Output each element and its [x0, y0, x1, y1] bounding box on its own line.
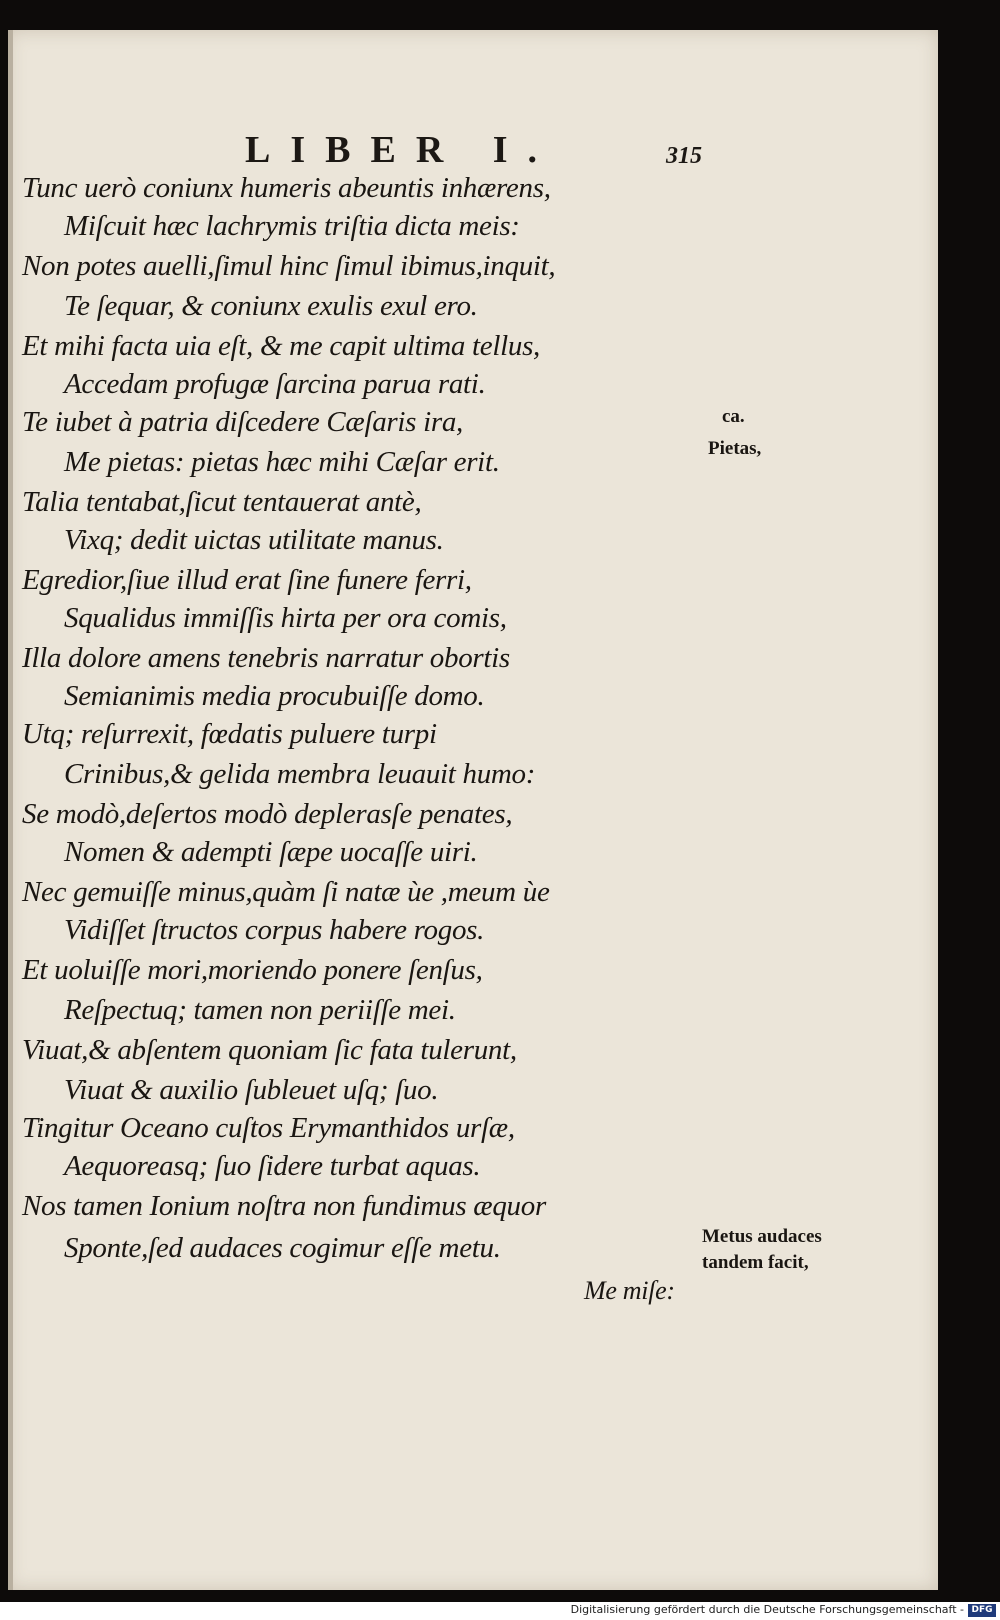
verse-line: Nos tamen Ionium noſtra non fundimus æquor: [22, 1190, 546, 1222]
verse-line: Squalidus immiſſis hirta per ora comis,: [64, 602, 507, 634]
verse-line: Semianimis media procubuiſſe domo.: [64, 680, 485, 712]
footer-credit: Digitalisierung gefördert durch die Deutsche Forschungsgemeinschaft -: [570, 1603, 964, 1616]
verse-line: Talia tentabat,ſicut tentauerat antè,: [22, 486, 422, 518]
verse-line: Nomen & adempti ſæpe uocaſſe uiri.: [64, 836, 478, 868]
verse-line: Te ſequar, & coniunx exulis exul ero.: [64, 290, 478, 322]
verse-line: Egredior,ſiue illud erat ſine funere ferri,: [22, 564, 472, 596]
verse-line: Et uoluiſſe mori,moriendo ponere ſenſus,: [22, 954, 483, 986]
verse-line: Accedam profugæ ſarcina parua rati.: [64, 368, 486, 400]
verse-line: Te iubet à patria diſcedere Cæſaris ira,: [22, 406, 463, 438]
verse-line: Tunc uerò coniunx humeris abeuntis inhærens,: [22, 172, 551, 204]
verse-line: Utq; reſurrexit, fœdatis puluere turpi: [22, 718, 437, 750]
footer-bar: [0, 1602, 1000, 1620]
verse-line: Illa dolore amens tenebris narratur obortis: [22, 642, 510, 674]
verse-line: Nec gemuiſſe minus,quàm ſi natæ ùe ,meum ùe: [22, 876, 550, 908]
verse-line: Miſcuit hæc lachrymis triſtia dicta meis:: [64, 210, 520, 242]
margin-note: Pietas,: [708, 438, 762, 459]
margin-note: tandem facit,: [702, 1252, 809, 1273]
verse-line: Me pietas: pietas hæc mihi Cæſar erit.: [64, 446, 500, 478]
verse-line: Viuat & auxilio ſubleuet uſq; ſuo.: [64, 1074, 439, 1106]
verse-line: Crinibus,& gelida membra leuauit humo:: [64, 758, 536, 790]
margin-note: Metus audaces: [702, 1226, 822, 1247]
page-binding-edge: [8, 30, 13, 1590]
page-number: 315: [666, 143, 702, 169]
verse-line: Vixq; dedit uictas utilitate manus.: [64, 524, 444, 556]
verse-line: Tingitur Oceano cuſtos Erymanthidos urſæ,: [22, 1112, 515, 1144]
verse-line: Non potes auelli,ſimul hinc ſimul ibimus,inquit,: [22, 250, 556, 282]
verse-line: Se modò,deſertos modò deplerasſe penates,: [22, 798, 513, 830]
verse-line: Viuat,& abſentem quoniam ſic fata tulerunt,: [22, 1034, 517, 1066]
catchword: Me miſe:: [584, 1276, 675, 1305]
verse-line: Vidiſſet ſtructos corpus habere rogos.: [64, 914, 485, 946]
margin-note: ca.: [722, 406, 745, 427]
verse-line: Aequoreasq; ſuo ſidere turbat aquas.: [64, 1150, 481, 1182]
running-header: LIBER I.: [245, 129, 558, 171]
verse-line: Reſpectuq; tamen non periiſſe mei.: [64, 994, 456, 1026]
verse-line: Sponte,ſed audaces cogimur eſſe metu.: [64, 1232, 501, 1264]
dfg-logo[interactable]: DFG: [968, 1604, 996, 1617]
verse-line: Et mihi facta uia eſt, & me capit ultima tellus,: [22, 330, 541, 362]
